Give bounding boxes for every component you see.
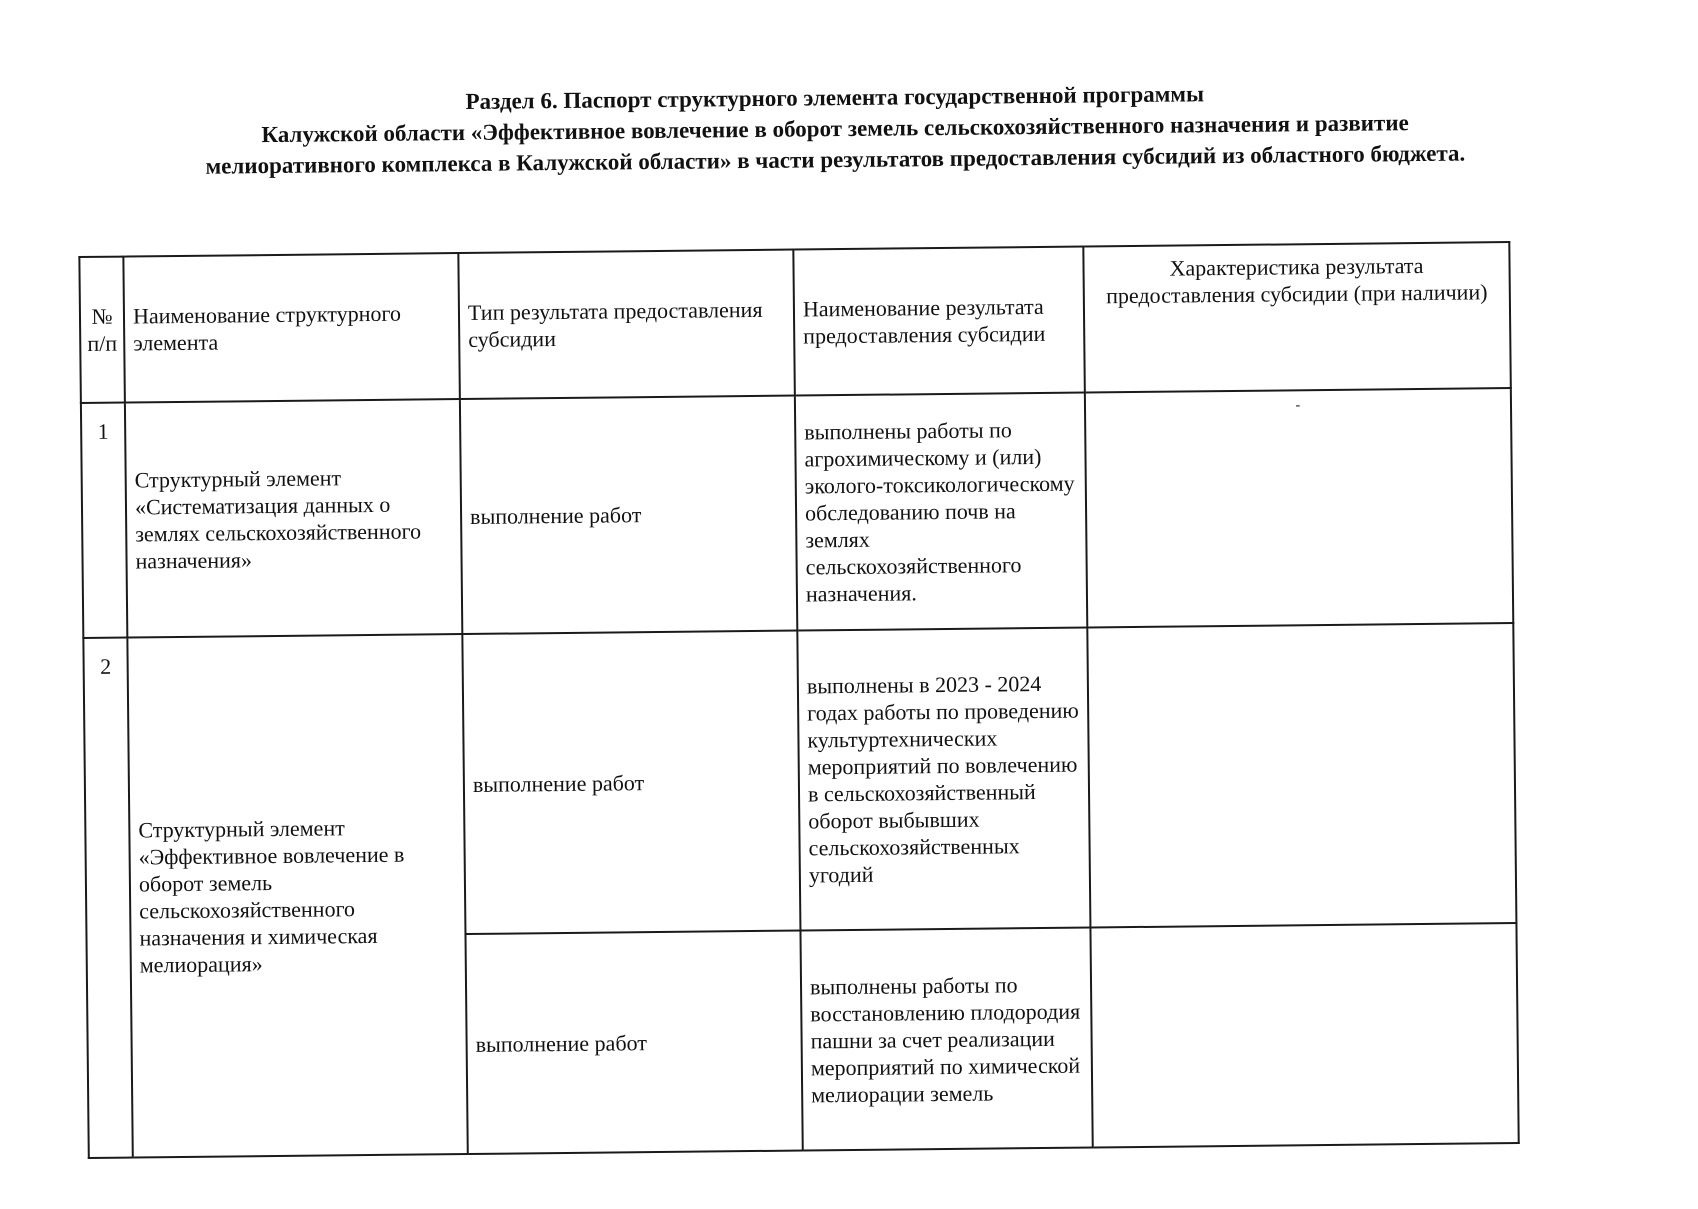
characteristic-cell	[1085, 388, 1513, 627]
result-name-cell: выполнены работы по восстановлению плодородия пашни за счет реализации мероприятий по химической мелиорации земель	[800, 927, 1092, 1150]
result-type-cell: выполнение работ	[465, 931, 802, 1154]
characteristic-value: -	[1295, 398, 1301, 414]
header-result-type: Тип результата предоставления субсидии	[458, 250, 795, 400]
characteristic-cell	[1090, 923, 1518, 1147]
heading-line-2: Калужской области «Эффективное вовлечение в оборот земель сельскохозяйственного назначения и развитие	[261, 110, 1409, 148]
row-number: 1	[81, 403, 127, 638]
row-number: 2	[83, 638, 132, 1158]
header-number: № п/п	[79, 257, 125, 403]
table-header-row	[79, 242, 1510, 403]
passport-table	[78, 241, 1519, 1159]
element-name-cell: Структурный элемент «Систематизация данных о землях сельскохозяйственного назначения»	[125, 399, 462, 637]
header-result-name: Наименование результата предоставления субсидии	[793, 247, 1085, 396]
result-type-cell: выполнение работ	[462, 631, 800, 934]
characteristic-cell	[1087, 623, 1516, 927]
table-row	[83, 623, 1516, 938]
header-element-name: Наименование структурного элемента	[123, 253, 460, 403]
header-characteristic: Характеристика результата предоставления субсидии (при наличии)	[1083, 242, 1511, 392]
heading-line-1: Раздел 6. Паспорт структурного элемента государственной программы	[465, 81, 1205, 114]
element-name-cell: Структурный элемент «Эффективное вовлечение в оборот земель сельскохозяйственного назначения и химическая мелиорация»	[127, 634, 467, 1157]
result-name-cell: выполнены работы по агрохимическому и (или) эколого-токсикологическому обследованию почв на землях сельскохозяйственного назначения.	[795, 393, 1087, 631]
section-heading	[85, 74, 1586, 183]
result-name-cell: выполнены в 2023 - 2024 годах работы по проведению культуртехнических мероприятий по вовлечению в сельскохозяйственный оборот выбывших сельскохозяйственных угодий	[797, 628, 1090, 931]
table-row	[81, 388, 1513, 638]
result-type-cell: выполнение работ	[460, 396, 797, 634]
heading-line-3: мелиоративного комплекса в Калужской области» в части результатов предоставления субсидий из областного бюджета.	[205, 140, 1466, 179]
